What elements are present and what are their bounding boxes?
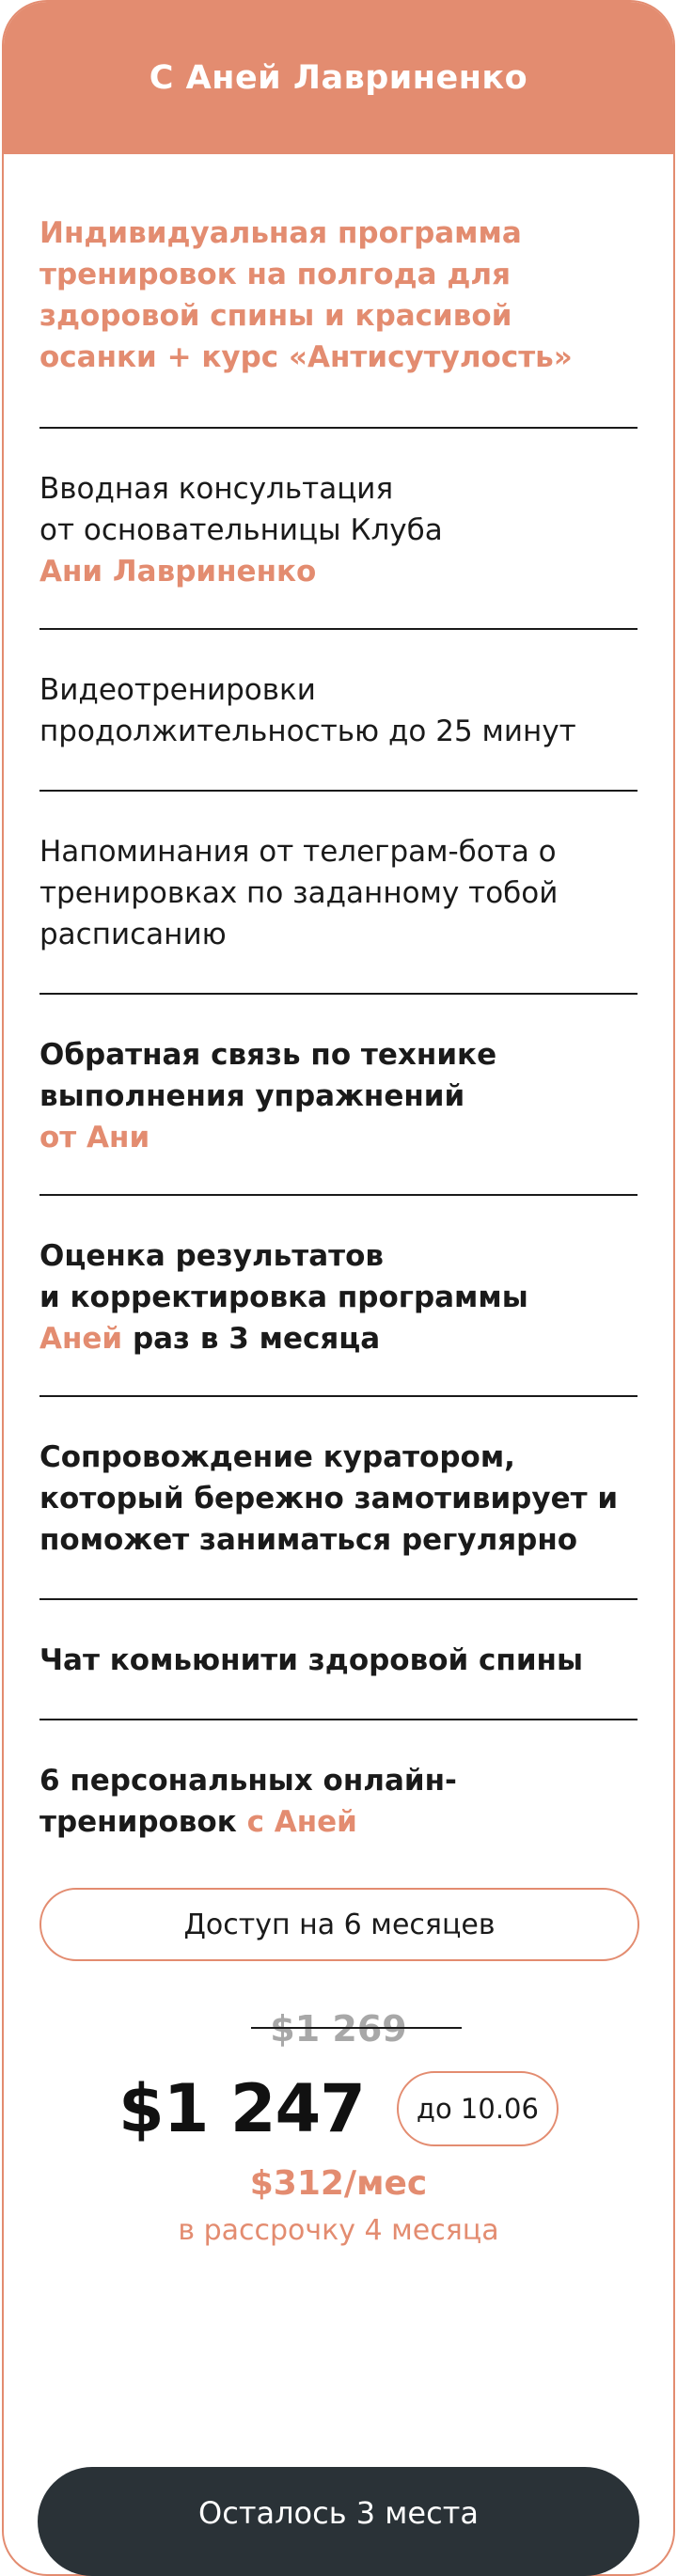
feature-reminders [39,792,638,995]
consultation-line-2: от основательницы Клуба [39,513,443,547]
feature-feedback [39,995,638,1196]
price-row [39,2070,638,2147]
price-deadline-badge: до 10.06 [397,2071,559,2146]
monthly-price: $312/мес [249,2164,428,2203]
installment-note: в рассрочку 4 месяца [178,2214,499,2247]
feature-assessment [39,1196,638,1397]
feedback-text: Обратная связь по технике выполнения упражнений [39,1038,497,1113]
new-price: $1 247 [118,2070,365,2147]
access-duration-pill: Доступ на 6 месяцев [39,1888,639,1961]
card-header [4,2,673,154]
feedback-accent: от Ани [39,1121,150,1154]
plan-card [2,0,675,2576]
chat-text: Чат комьюнити здоровой спины [39,1643,583,1677]
spots-left-button[interactable]: Осталось 3 места [38,2467,639,2576]
assessment-accent: Аней [39,1322,123,1356]
reminders-text: Напоминания от телеграм-бота о тренировках по заданному тобой расписанию [39,835,559,951]
old-price: $1 269 [260,2008,416,2050]
consultation-line-1: Вводная консультация [39,472,394,506]
feature-personal [39,1720,638,1852]
assessment-tail: раз в 3 месяца [122,1322,381,1356]
personal-main: 6 персональных онлайн-тренировок [39,1764,457,1839]
personal-text [39,1760,638,1843]
card-body [4,154,673,2247]
assessment-line-2: и корректировка программы [39,1280,528,1314]
assessment-line-3 [39,1318,638,1359]
curator-text: Сопровождение куратором, который бережно замотивирует и поможет заниматься регулярно [39,1440,619,1557]
feature-chat [39,1600,638,1720]
feature-consultation [39,429,638,630]
plan-intro [39,154,638,429]
pricing-block [39,2008,638,2247]
feature-videos [39,630,638,792]
videos-text: Видеотренировки продолжительностью до 25 минут [39,673,576,748]
card-title: С Аней Лавриненко [149,59,528,97]
personal-accent: с Аней [246,1805,357,1839]
consultation-accent: Ани Лавриненко [39,555,317,589]
assessment-line-1: Оценка результатов [39,1239,385,1273]
intro-text: Индивидуальная программа тренировок на полгода для здоровой спины и красивой осанки + курс «Антисутулость» [39,216,573,374]
feature-curator [39,1397,638,1600]
